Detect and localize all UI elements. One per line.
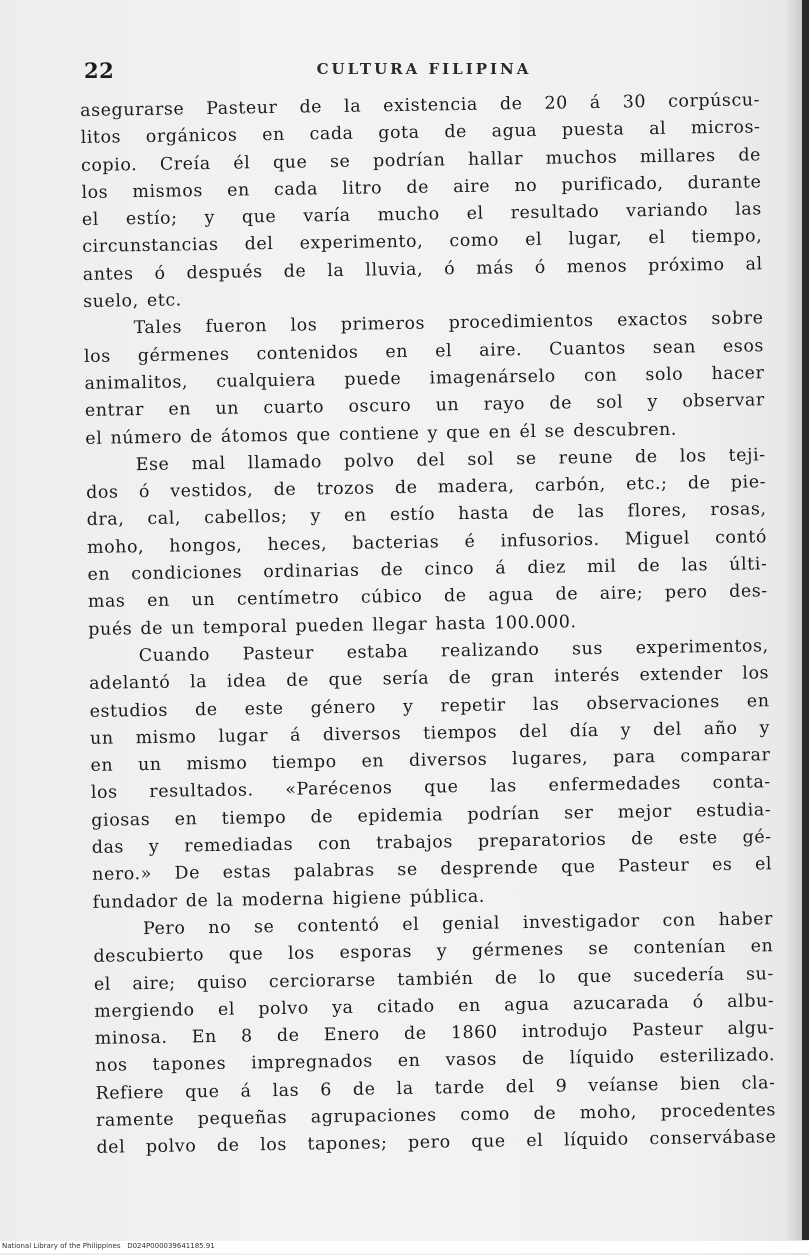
text-line: animalitos, cualquiera puede imagenárselo con solo hacer xyxy=(84,363,765,394)
text-line: entrar en un cuarto oscuro un rayo de sol y observar xyxy=(84,390,765,422)
running-title: CULTURA FILIPINA xyxy=(316,60,532,78)
body-text xyxy=(80,87,777,1162)
binding-edge xyxy=(802,0,809,1240)
text-line: un mismo lugar á diversos tiempos del día y del año y xyxy=(89,718,771,749)
text-line: Ese mal llamado polvo del sol se reune de los teji- xyxy=(135,445,766,476)
footer-text xyxy=(2,1242,215,1250)
text-line: el aire; quiso cerciorarse también de lo que sucedería su- xyxy=(93,963,774,995)
text-line: Cuando Pasteur estaba realizando sus experimentos, xyxy=(138,636,769,667)
text-line: adelantó la idea de que sería de gran interés extender los xyxy=(89,663,770,695)
text-line: mergiendo el polvo ya citado en agua azucarada ó albu- xyxy=(94,991,775,1022)
footer-identifier: D024P000039641185.91 xyxy=(127,1242,215,1250)
text-line: nero.» De estas palabras se desprende que Pasteur es el xyxy=(92,854,773,886)
text-line: en un mismo tiempo en diversos lugares, para comparar xyxy=(90,745,771,777)
text-line: copio. Creía él que se podrían hallar muchos millares de xyxy=(80,144,762,176)
text-line: pués de un temporal pueden llegar hasta 100.000. xyxy=(88,611,577,640)
text-line: minosa. En 8 de Enero de 1860 introdujo Pasteur algu- xyxy=(94,1018,775,1049)
text-line: litos orgánicos en cada gota de agua puesta al micros- xyxy=(80,117,761,149)
text-line: del polvo de los tapones; pero que el líquido conservábase xyxy=(96,1127,777,1159)
text-line: ramente pequeñas agrupaciones como de moho, procedentes xyxy=(95,1100,777,1131)
page-number: 22 xyxy=(84,58,115,83)
binding-shadow xyxy=(784,0,802,1240)
text-line: das y remediadas con trabajos preparatorios de este gé- xyxy=(91,827,772,858)
text-line: Refiere que á las 6 de la tarde del 9 veíanse bien cla- xyxy=(95,1072,776,1104)
text-line: fundador de la moderna higiene pública. xyxy=(92,886,486,913)
scan-footer xyxy=(0,1241,809,1253)
text-line: Pero no se contentó el genial investigador con haber xyxy=(142,909,774,940)
text-line: giosas en tiempo de epidemia podrían ser mejor estudia- xyxy=(91,799,772,831)
text-line: dra, cal, cabellos; y en estío hasta de las flores, rosas, xyxy=(86,499,767,531)
text-line: los mismos en cada litro de aire no purificado, durante xyxy=(81,172,762,203)
text-line: circunstancias del experimento, como el lugar, el tiempo, xyxy=(82,226,763,258)
text-line: estudios de este género y repetir las observaciones en xyxy=(89,690,770,722)
text-line: nos tapones impregnados en vasos de líquido esterilizado. xyxy=(95,1045,776,1077)
text-line: antes ó después de la lluvia, ó más ó menos próximo al xyxy=(82,254,763,285)
text-line: el estío; y que varía mucho el resultado variando las xyxy=(81,199,762,231)
text-line: en condiciones ordinarias de cinco á diez mil de las últi- xyxy=(87,554,768,585)
page-header xyxy=(84,58,764,88)
text-line: asegurarse Pasteur de la existencia de 20 á 30 corpúscu- xyxy=(80,90,761,121)
text-line: suelo, etc. xyxy=(83,290,183,313)
text-line: los gérmenes contenidos en el aire. Cuantos sean esos xyxy=(83,335,765,367)
text-line: el número de átomos que contiene y que en él se descubren. xyxy=(85,419,678,449)
text-line: mas en un centímetro cúbico de agua de aire; pero des- xyxy=(87,581,768,613)
text-line: los resultados. «Parécenos que las enfermedades conta- xyxy=(90,772,771,804)
footer-credit: National Library of the Philippines xyxy=(2,1242,121,1250)
text-line: dos ó vestidos, de trozos de madera, carbón, etc.; de pie- xyxy=(86,472,767,504)
text-line: descubierto que los esporas y gérmenes se contenían en xyxy=(93,936,774,968)
text-line: moho, hongos, heces, bacterias é infusorios. Miguel contó xyxy=(86,527,768,558)
text-line: Tales fueron los primeros procedimientos exactos sobre xyxy=(133,308,764,339)
